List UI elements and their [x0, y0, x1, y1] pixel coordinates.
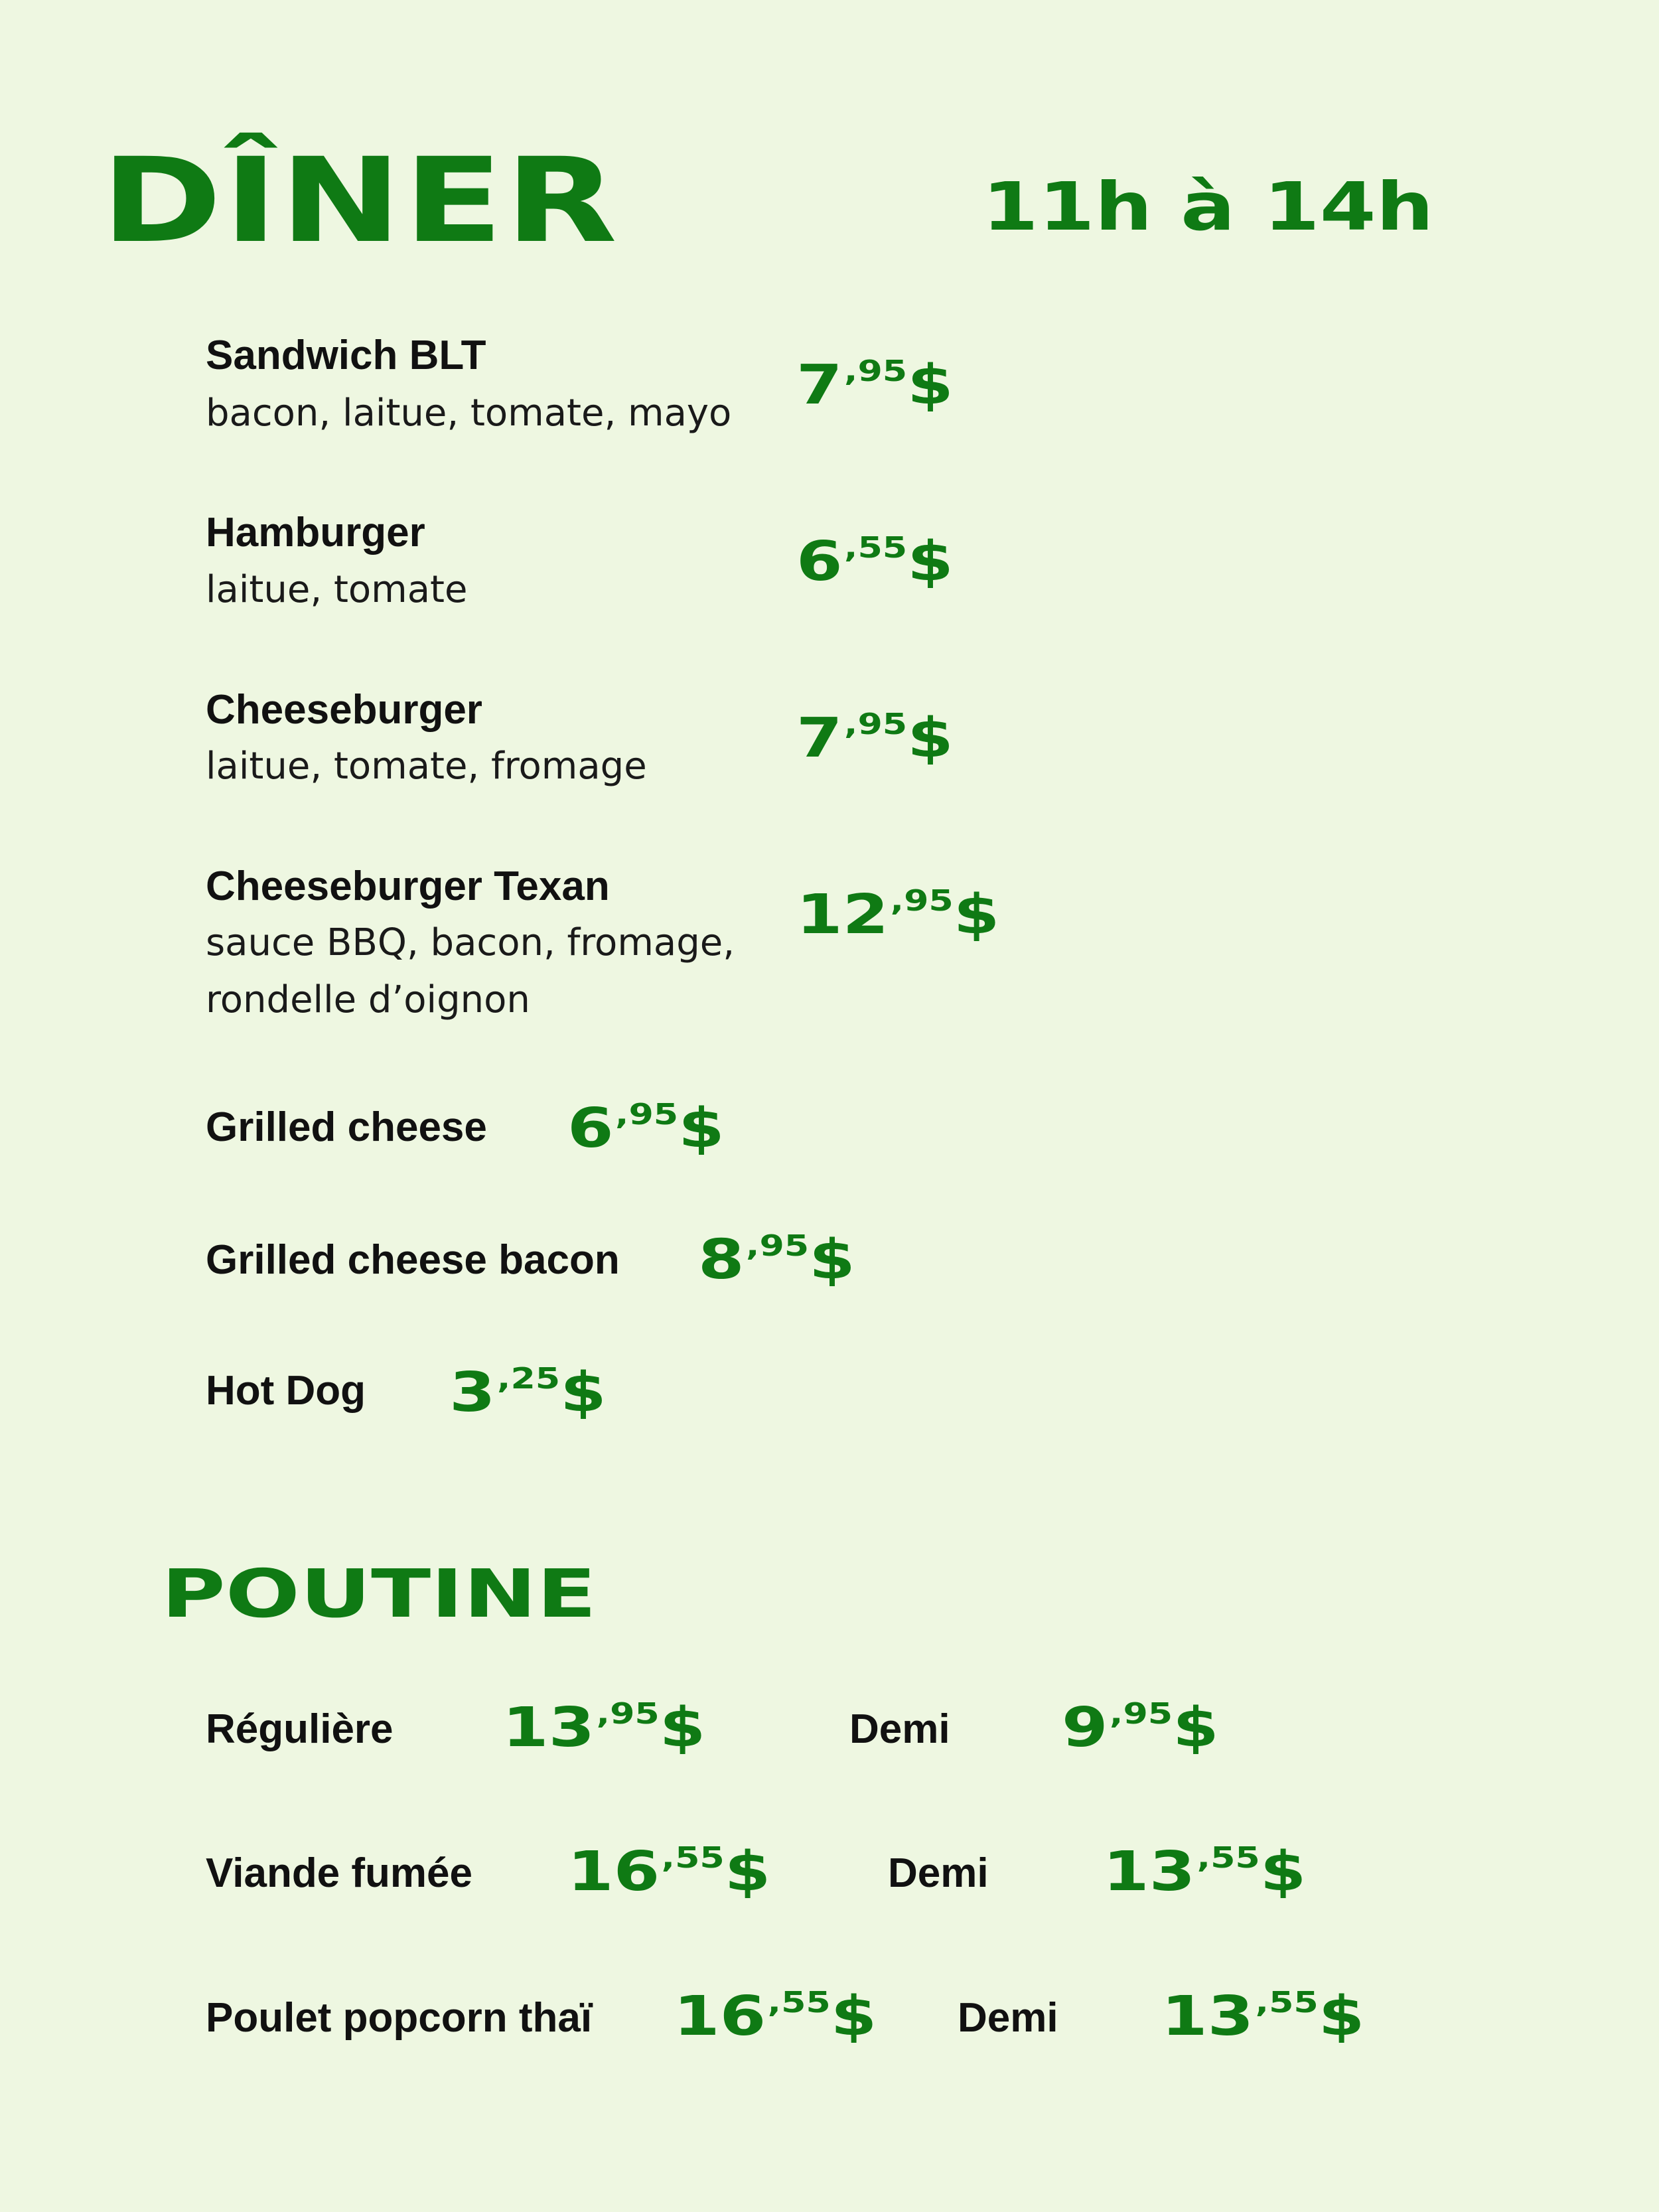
menu-item-price [567, 1097, 725, 1160]
price-currency: $ [560, 1361, 607, 1424]
menu-item-name: Hot Dog [206, 1368, 366, 1414]
poutine-half-price [1062, 1696, 1219, 1759]
price-main: 6 [796, 530, 843, 593]
poutine-item-price [502, 1696, 706, 1759]
price-main: 6 [567, 1097, 614, 1160]
price-main: 3 [449, 1361, 496, 1424]
poutine-half-label: Demi [888, 1850, 989, 1896]
price-currency: $ [724, 1840, 771, 1903]
menu-item-name: Hamburger [206, 510, 425, 555]
price-main: 13 [502, 1696, 595, 1759]
poutine-half-price [1161, 1985, 1365, 2048]
price-cents: ,95 [746, 1229, 810, 1263]
menu-item-price [796, 707, 954, 770]
price-main: 16 [674, 1985, 766, 2048]
menu-item-description: sauce BBQ, bacon, fromage, rondelle d’oignon [206, 921, 735, 1021]
menu-item-name: Grilled cheese bacon [206, 1237, 620, 1283]
price-currency: $ [953, 883, 1000, 946]
menu-item-price [796, 530, 954, 593]
price-cents: ,95 [890, 884, 954, 918]
menu-item-price [698, 1228, 855, 1291]
menu-item-name: Cheeseburger Texan [206, 863, 610, 909]
price-cents: ,25 [497, 1362, 561, 1396]
price-main: 8 [698, 1228, 745, 1291]
price-main: 13 [1103, 1840, 1196, 1903]
section-title-poutine: POUTINE [161, 1555, 597, 1633]
poutine-item-name: Régulière [206, 1706, 394, 1752]
price-currency: $ [907, 530, 954, 593]
price-main: 13 [1161, 1985, 1254, 2048]
menu-item-price [449, 1361, 607, 1424]
service-hours: 11h à 14h [982, 168, 1434, 246]
poutine-item-price [674, 1985, 877, 2048]
price-main: 7 [796, 707, 843, 770]
price-main: 9 [1062, 1696, 1108, 1759]
price-currency: $ [678, 1097, 725, 1160]
price-currency: $ [1173, 1696, 1219, 1759]
menu-item-name: Cheeseburger [206, 687, 482, 733]
price-cents: ,95 [844, 707, 908, 741]
poutine-half-label: Demi [958, 1995, 1058, 2041]
section-title-diner: DÎNER [101, 133, 619, 269]
price-cents: ,55 [1196, 1841, 1260, 1875]
price-cents: ,95 [596, 1697, 660, 1731]
price-cents: ,95 [1110, 1697, 1173, 1731]
price-main: 7 [796, 354, 843, 417]
price-currency: $ [1260, 1840, 1307, 1903]
price-cents: ,95 [615, 1098, 679, 1132]
menu-item-description: laitue, tomate [206, 568, 468, 611]
poutine-half-label: Demi [849, 1706, 950, 1752]
price-currency: $ [907, 354, 954, 417]
menu-item-description: bacon, laitue, tomate, mayo [206, 392, 732, 435]
price-cents: ,55 [767, 1986, 831, 2020]
price-currency: $ [1318, 1985, 1365, 2048]
price-currency: $ [907, 707, 954, 770]
poutine-item-name: Poulet popcorn thaï [206, 1995, 593, 2041]
poutine-item-name: Viande fumée [206, 1850, 473, 1896]
price-main: 12 [796, 883, 889, 946]
price-main: 16 [567, 1840, 660, 1903]
menu-item-name: Grilled cheese [206, 1104, 487, 1150]
price-currency: $ [830, 1985, 877, 2048]
menu-item-price [796, 883, 1000, 946]
price-cents: ,55 [1255, 1986, 1319, 2020]
price-cents: ,95 [844, 354, 908, 388]
menu-item-price [796, 354, 954, 417]
price-cents: ,55 [661, 1841, 725, 1875]
price-currency: $ [809, 1228, 855, 1291]
poutine-item-price [567, 1840, 771, 1903]
price-currency: $ [659, 1696, 706, 1759]
poutine-half-price [1103, 1840, 1307, 1903]
menu-item-name: Sandwich BLT [206, 332, 486, 378]
price-cents: ,55 [844, 531, 908, 565]
menu-item-description: laitue, tomate, fromage [206, 745, 647, 788]
